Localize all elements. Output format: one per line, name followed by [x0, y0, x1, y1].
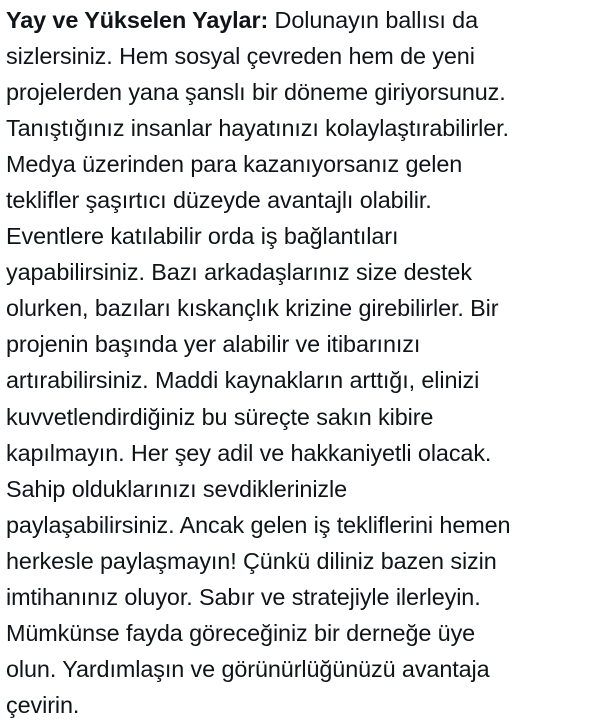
text-line: olun. Yardımlaşın ve görünürlüğünüzü avantaja: [6, 655, 490, 682]
text-line: olurken, bazıları kıskançlık krizine girebilirler. Bir: [6, 295, 499, 322]
text-line-content: Dolunayın ballısı da: [268, 7, 478, 33]
text-line: projelerden yana şanslı bir döneme giriyorsunuz.: [6, 79, 506, 106]
text-line: Tanıştığınız insanlar hayatınızı kolaylaştırabilirler.: [6, 115, 509, 142]
text-line: artırabilirsiniz. Maddi kaynakların arttığı, elinizi: [6, 367, 480, 394]
text-line: teklifler şaşırtıcı düzeyde avantajlı olabilir.: [6, 187, 432, 214]
text-line: sizlersiniz. Hem sosyal çevreden hem de yeni: [6, 43, 475, 70]
text-line: paylaşabilirsiniz. Ancak gelen iş tekliflerini hemen: [6, 511, 511, 538]
text-line: Mümkünse fayda göreceğiniz bir derneğe üye: [6, 619, 476, 646]
post-text: [6, 2, 596, 723]
text-line: Medya üzerinden para kazanıyorsanız gelen: [6, 151, 463, 178]
text-line: projenin başında yer alabilir ve itibarınızı: [6, 331, 421, 358]
post-body: [6, 2, 596, 723]
text-line: imtihanınız oluyor. Sabır ve stratejiyle ilerleyin.: [6, 583, 481, 610]
text-line: [6, 2, 596, 38]
text-line: çevirin.: [6, 691, 80, 718]
post-heading: Yay ve Yükselen Yaylar:: [6, 7, 269, 33]
text-line: kuvvetlendirdiğiniz bu süreçte sakın kibire: [6, 403, 434, 430]
text-line: kapılmayın. Her şey adil ve hakkaniyetli olacak.: [6, 439, 492, 466]
text-line: yapabilirsiniz. Bazı arkadaşlarınız size destek: [6, 259, 472, 286]
text-line: Sahip olduklarınızı sevdiklerinizle: [6, 475, 348, 502]
text-line: Eventlere katılabilir orda iş bağlantıları: [6, 223, 399, 250]
text-line: herkesle paylaşmayın! Çünkü diliniz bazen sizin: [6, 547, 497, 574]
